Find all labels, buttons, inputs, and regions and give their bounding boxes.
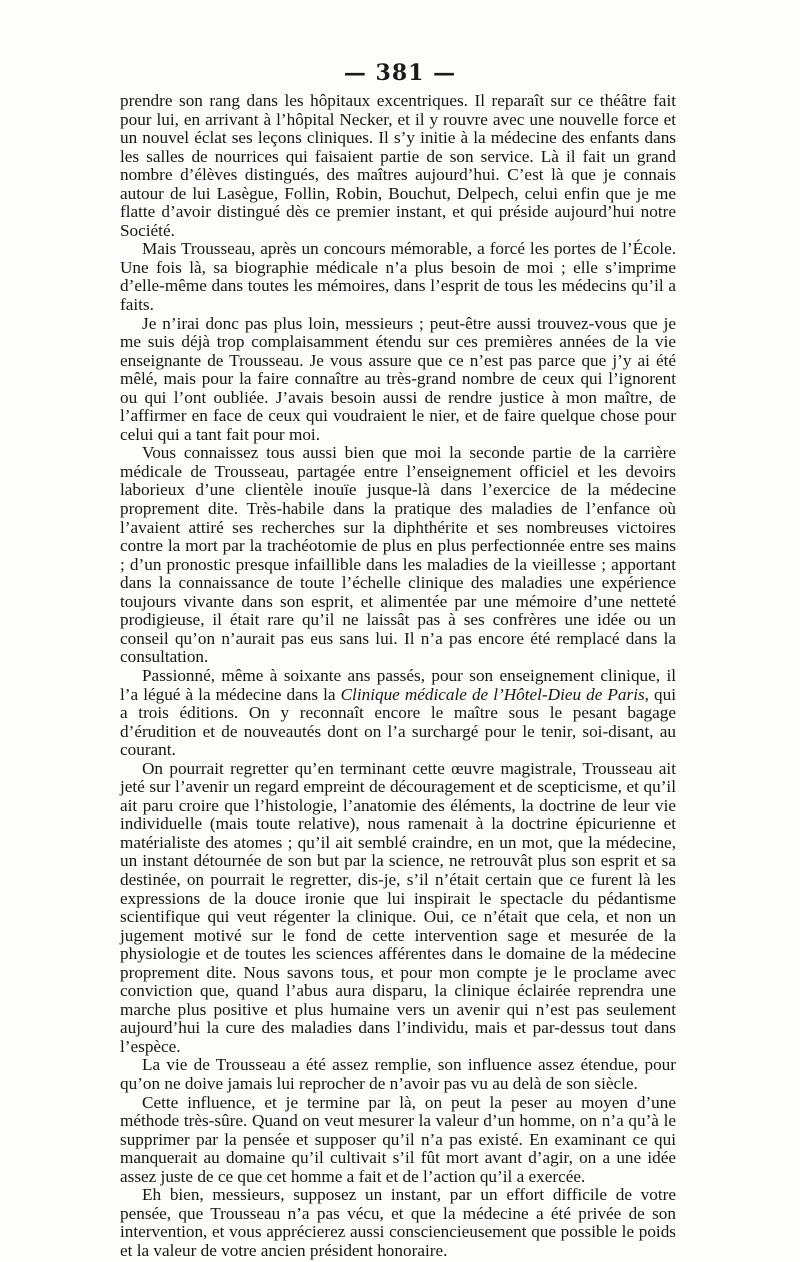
paragraph <box>120 315 676 445</box>
page-number: — 381 — <box>343 60 457 86</box>
paragraph-text: La vie de Trousseau a été assez remplie, son influence assez étendue, pour qu’on ne doive jamais lui reprocher de n’avoir pas vu au delà de son siècle. <box>120 1055 676 1093</box>
italic-title: Clinique médicale de l’Hôtel-Dieu de Paris <box>340 684 645 704</box>
paragraph <box>120 1186 676 1260</box>
paragraph <box>120 1056 676 1093</box>
paragraph-text: Passionné, même à soixante ans passés, pour son enseignement clinique, il l’a légué à la médecine dans la <box>120 665 676 704</box>
paragraph-text: On pourrait regretter qu’en terminant cette œuvre magistrale, Trousseau ait jeté sur l’avenir un regard empreint de découragement et de scepticisme, et qu’il ait paru croire que l’histologie, l’anatomie des éléments, la doctrine de leur vie individuelle (mais toute relative), nous ramenait à la doctrine épicurienne et matérialiste des atomes ; qu’il ait semblé craindre, en un mot, que la médecine, un instant détournée de son but par la science, ne retrouvât plus son esprit et sa destinée, on pourrait le regretter, dis-je, s’il n’était certain que ce furent là les expressions de la douce ironie que lui inspirait le spectacle du pédantisme scientifique qui veut régenter la clinique. Oui, ce n’était que cela, et non un jugement motivé sur le fond de cette intervention sage et mesurée de la physiologie et de toutes les sciences afférentes dans le domaine de la médecine proprement dite. Nous savons tous, et pour mon compte je le proclame avec conviction que, quand l’abus aura disparu, la clinique éclairée reprendra une marche plus positive et plus humaine vers un avenir qui n’est pas seulement aujourd’hui la cure des maladies dans l’individu, mais et par-dessus tout dans l’espèce. <box>120 758 676 1056</box>
paragraph-text: Cette influence, et je termine par là, on peut la peser au moyen d’une méthode très-sûre. Quand on veut mesurer la valeur d’un homme, on n’a qu’à le supprimer par la pensée et supposer qu’il n’a pas existé. En examinant ce qui manquerait au domaine qu’il cultivait s’il fût mort avant d’agir, on a une idée assez juste de ce que cet homme a fait et de l’action qu’il a exercée. <box>120 1092 676 1186</box>
paragraph-text: , qui a trois éditions. On y reconnaît encore le maître sous le pesant bagage d’érudition et de nouveautés dont on l’a surchargé pour le tenir, soi-disant, au courant. <box>120 684 676 760</box>
body-text <box>120 92 676 1260</box>
paragraph-text: Mais Trousseau, après un concours mémorable, a forcé les portes de l’École. Une fois là, sa biographie médicale n’a plus besoin de moi ; elle s’imprime d’elle-même dans toutes les mémoires, dans l’esprit de tous les médecins qu’il a faits. <box>120 239 676 315</box>
paragraph <box>120 444 676 667</box>
paragraph-text: Je n’irai donc pas plus loin, messieurs ; peut-être aussi trouvez-vous que je me suis déjà trop complaisamment étendu sur ces premières années de la vie enseignante de Trousseau. Je vous assure que ce n’est pas parce que j’y ai été mêlé, mais pour la faire connaître au très-grand nombre de ceux qui l’ignorent ou qui l’ont oubliée. J’avais besoin aussi de rendre justice à mon maître, de l’affirmer en face de ceux qui voudraient le nier, et de faire quelque chose pour celui qui a tant fait pour moi. <box>120 313 676 444</box>
paragraph <box>120 667 676 760</box>
paragraph <box>120 240 676 314</box>
paragraph-text: Vous connaissez tous aussi bien que moi la seconde partie de la carrière médicale de Trousseau, partagée entre l’enseignement officiel et les devoirs laborieux d’une clientèle inouïe jusque-là dans l’exercice de la médecine proprement dite. Très-habile dans la pratique des maladies de l’enfance où l’avaient attiré ses recherches sur la diphthérite et ses nombreuses victoires contre la mort par la trachéotomie de plus en plus perfectionnée entre ses mains ; d’un pronostic presque infaillible dans les maladies de la vieillesse ; apportant dans la connaissance de toute l’échelle clinique des maladies une expérience toujours vivante dans son esprit, et alimentée par une mémoire d’une netteté prodigieuse, il était rare qu’il ne laissât pas à ses confrères une idée ou un conseil qu’on n’aurait pas eus sans lui. Il n’a pas encore été remplacé dans la consultation. <box>120 443 676 667</box>
paragraph-text: Eh bien, messieurs, supposez un instant, par un effort difficile de votre pensée, que Trousseau n’a pas vécu, et que la médecine a été privée de son intervention, et vous apprécierez aussi consciencieusement que possible le poids et la valeur de votre ancien président honoraire. <box>120 1185 676 1260</box>
paragraph-text: prendre son rang dans les hôpitaux excentriques. Il reparaît sur ce théâtre fait pour lui, en arrivant à l’hôpital Necker, et il y rouvre avec une nouvelle force et un nouvel éclat ses leçons cliniques. Il s’y initie à la médecine des enfants dans les salles de nourrices qui faisaient partie de son service. Là il fait un grand nombre d’élèves distingués, des maîtres aujourd’hui. C’est là que je connais autour de lui Lasègue, Follin, Robin, Bouchut, Delpech, celui enfin que je me flatte d’avoir distingué dès ce premier instant, et qui préside aujourd’hui notre Société. <box>120 91 676 240</box>
paragraph <box>120 92 676 240</box>
paragraph <box>120 760 676 1057</box>
paragraph <box>120 1094 676 1187</box>
